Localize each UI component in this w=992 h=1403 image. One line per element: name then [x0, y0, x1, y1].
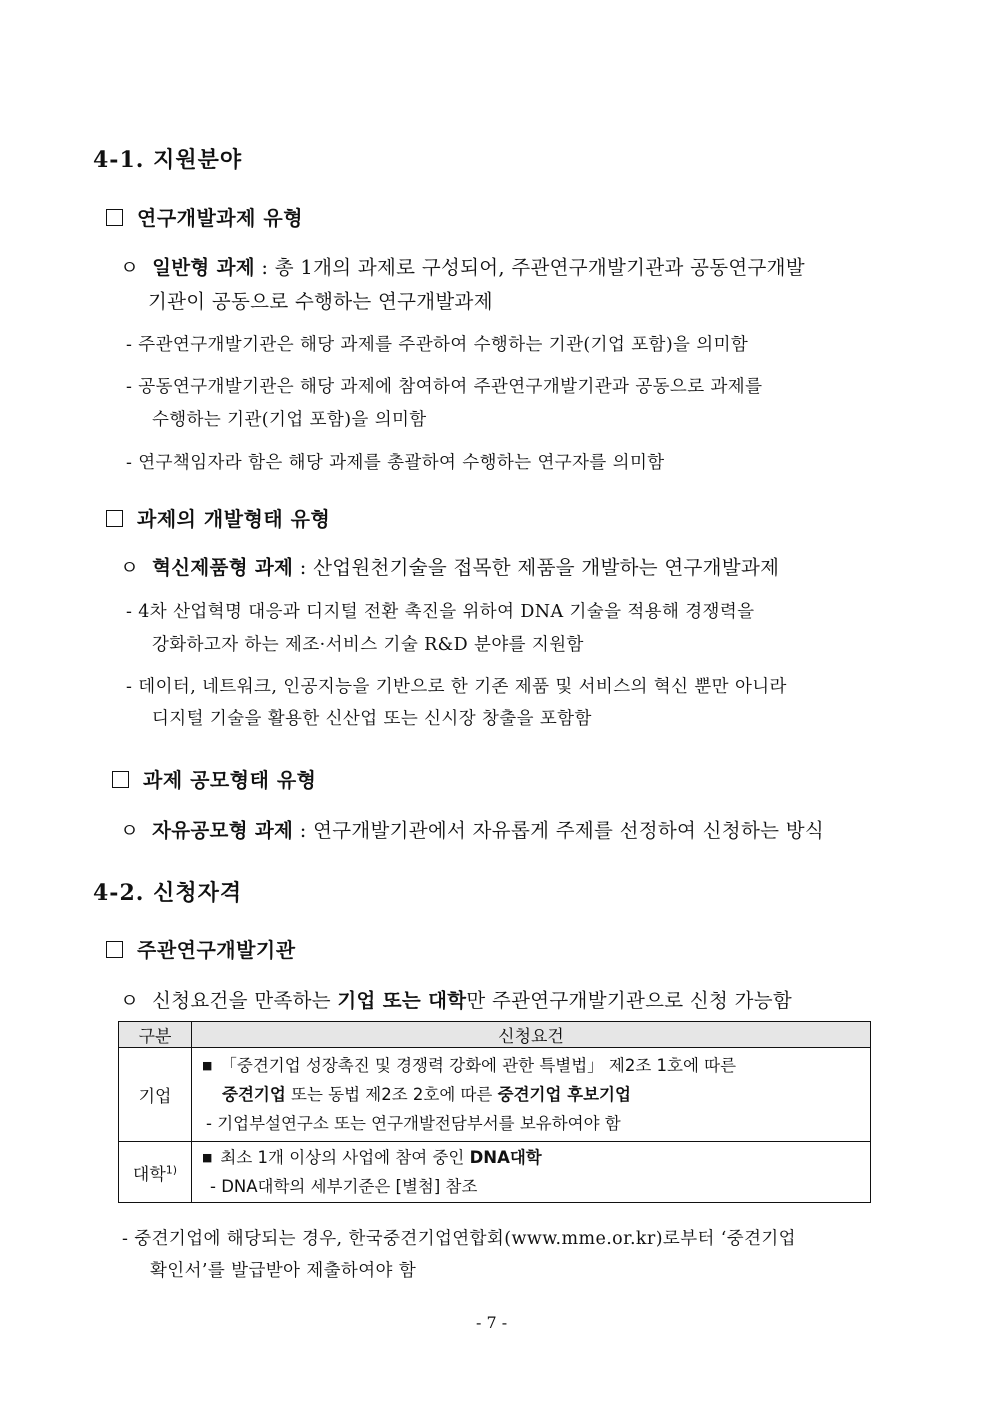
- dash-item: - 연구책임자라 함은 해당 과제를 총괄하여 수행하는 연구자를 의미함: [126, 453, 665, 473]
- footnote-marker: 1): [165, 1162, 178, 1176]
- bullet-text: : 총 1개의 과제로 구성되어, 주관연구개발기관과 공동연구개발: [254, 256, 805, 279]
- subheading-dev-type: [106, 503, 330, 532]
- requirement-bold-text: 중견기업: [222, 1085, 286, 1104]
- requirement-text: 「중견기업 성장촉진 및 경쟁력 강화에 관한 특별법」 제2조 1호에 따른: [220, 1056, 737, 1075]
- table-cell-requirements: [192, 1048, 871, 1142]
- category-text: 대학: [132, 1164, 166, 1185]
- requirement-bold-text: DNA대학: [469, 1148, 542, 1167]
- checkbox-square-icon: [112, 771, 129, 788]
- subheading-lead-org: [106, 934, 296, 963]
- subheading-text: 과제의 개발형태 유형: [137, 507, 331, 531]
- checkbox-square-icon: [106, 209, 123, 226]
- bullet-innovative-product: ㅇ 혁신제품형 과제 : 산업원천기술을 접목한 제품을 개발하는 연구개발과제: [120, 556, 780, 579]
- bullet-label: 일반형 과제: [152, 256, 255, 279]
- checkbox-square-icon: [106, 941, 123, 958]
- requirement-text: 최소 1개 이상의 사업에 참여 중인: [220, 1148, 470, 1167]
- dash-item-continuation: 디지털 기술을 활용한 신산업 또는 신시장 창출을 포함함: [152, 709, 592, 729]
- table-row: [119, 1048, 871, 1142]
- eligibility-table: [118, 1021, 871, 1203]
- checkbox-square-icon: [106, 510, 123, 527]
- subheading-contest-type: [112, 764, 317, 793]
- bullet-text: : 연구개발기관에서 자유롭게 주제를 선정하여 신청하는 방식: [293, 819, 824, 842]
- table-header-requirements: 신청요건: [192, 1022, 871, 1048]
- bullet-eligibility: ㅇ 신청요건을 만족하는 기업 또는 대학만 주관연구개발기관으로 신청 가능함: [120, 989, 793, 1012]
- requirement-text: 또는 동법 제2조 2호에 따른: [285, 1085, 498, 1104]
- dash-item-continuation: 수행하는 기관(기업 포함)을 의미함: [152, 410, 427, 430]
- bullet-free-contest: ㅇ 자유공모형 과제 : 연구개발기관에서 자유롭게 주제를 선정하여 신청하는 방식: [120, 819, 824, 842]
- table-row: [119, 1142, 871, 1203]
- dash-item: - 주관연구개발기관은 해당 과제를 주관하여 수행하는 기관(기업 포함)을 의미함: [126, 335, 749, 355]
- section-title-4-1: 4-1. 지원분야: [93, 147, 243, 173]
- bullet-label: 자유공모형 과제: [152, 819, 294, 842]
- requirement-line: [202, 1080, 870, 1109]
- requirement-line: [202, 1051, 870, 1080]
- dash-item: - 4차 산업혁명 대응과 디지털 전환 촉진을 위하여 DNA 기술을 적용해 경쟁력을: [126, 602, 755, 622]
- subheading-text: 과제 공모형태 유형: [143, 768, 317, 792]
- note-line: - 중견기업에 해당되는 경우, 한국중견기업연합회(www.mme.or.kr)로부터 ‘중견기업: [122, 1229, 796, 1249]
- requirement-bold-text: 중견기업 후보기업: [497, 1085, 631, 1104]
- bullet-continuation: 기관이 공동으로 수행하는 연구개발과제: [148, 290, 493, 313]
- bullet-square-icon: ■: [202, 1151, 213, 1164]
- subheading-text: 주관연구개발기관: [137, 938, 296, 962]
- bullet-text: 만 주관연구개발기관으로 신청 가능함: [466, 989, 793, 1012]
- bullet-bold-text: 기업 또는 대학: [337, 989, 467, 1012]
- bullet-square-icon: ■: [202, 1059, 213, 1072]
- subheading-rd-type: [106, 202, 303, 231]
- dash-item: - 공동연구개발기관은 해당 과제에 참여하여 주관연구개발기관과 공동으로 과제를: [126, 377, 763, 397]
- table-header-category: 구분: [119, 1022, 192, 1048]
- bullet-label: 혁신제품형 과제: [152, 556, 294, 579]
- dash-item-continuation: 강화하고자 하는 제조·서비스 기술 R&D 분야를 지원함: [152, 635, 584, 655]
- bullet-general-type: ㅇ 일반형 과제 : 총 1개의 과제로 구성되어, 주관연구개발기관과 공동연구개발: [120, 256, 805, 279]
- bullet-text: : 산업원천기술을 접목한 제품을 개발하는 연구개발과제: [293, 556, 780, 579]
- requirement-line: - DNA대학의 세부기준은 [별첨] 참조: [210, 1177, 478, 1196]
- subheading-text: 연구개발과제 유형: [137, 206, 304, 230]
- table-cell-category: 기업: [119, 1048, 192, 1142]
- table-cell-category: [119, 1142, 192, 1203]
- page-number: - 7 -: [476, 1313, 508, 1332]
- requirement-line: [202, 1143, 870, 1172]
- note-line-continuation: 확인서’를 발급받아 제출하여야 함: [150, 1261, 417, 1281]
- section-title-4-2: 4-2. 신청자격: [93, 880, 243, 906]
- requirement-line: - 기업부설연구소 또는 연구개발전담부서를 보유하여야 함: [206, 1114, 621, 1133]
- bullet-text: 신청요건을 만족하는: [152, 989, 338, 1012]
- table-header-row: [119, 1022, 871, 1048]
- table-cell-requirements: [192, 1142, 871, 1203]
- dash-item: - 데이터, 네트워크, 인공지능을 기반으로 한 기존 제품 및 서비스의 혁신 뿐만 아니라: [126, 677, 787, 697]
